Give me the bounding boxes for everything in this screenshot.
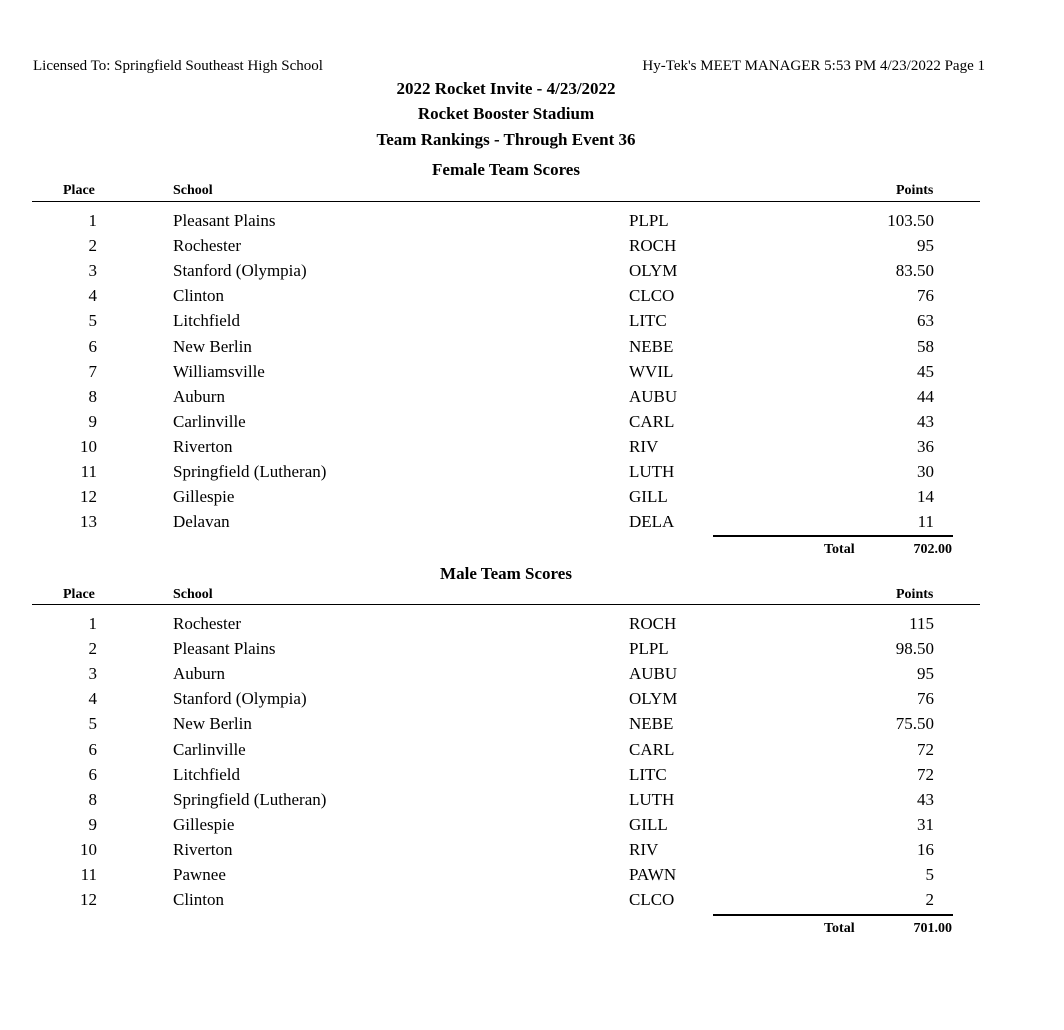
school-cell: Rochester: [173, 236, 241, 256]
table-row: [0, 512, 1064, 537]
points-cell: 58: [917, 336, 934, 356]
table-row: [0, 412, 1064, 437]
team-code-cell: ROCH: [629, 236, 677, 256]
place-cell: 3: [88, 261, 97, 281]
team-code-cell: PAWN: [629, 865, 677, 884]
points-cell: 31: [917, 814, 934, 834]
team-code-cell: AUBU: [629, 386, 678, 406]
school-cell: Gillespie: [173, 814, 235, 834]
table-row: [0, 614, 1064, 639]
school-cell: Clinton: [173, 890, 225, 910]
points-cell: 76: [917, 286, 934, 306]
team-code-cell: RIV: [629, 436, 659, 456]
school-cell: Springfield (Lutheran): [173, 789, 327, 809]
points-cell: 30: [917, 462, 934, 481]
points-cell: 103.50: [887, 211, 934, 230]
points-cell: 95: [917, 664, 934, 684]
points-cell: 43: [917, 789, 934, 809]
table-row: [0, 261, 1064, 286]
place-cell: 7: [88, 361, 97, 381]
school-cell: Gillespie: [173, 487, 235, 507]
team-code-cell: PLPL: [629, 211, 669, 230]
school-cell: Pleasant Plains: [173, 639, 276, 659]
school-cell: Litchfield: [173, 764, 241, 784]
school-cell: Pawnee: [173, 865, 226, 884]
table-row: [0, 790, 1064, 815]
table-row: [0, 890, 1064, 915]
school-cell: Stanford (Olympia): [173, 689, 307, 709]
female-header-rule: [32, 201, 980, 202]
points-cell: 95: [917, 236, 934, 256]
female-total-value: 702.00: [913, 542, 952, 557]
school-cell: Riverton: [173, 839, 233, 859]
points-cell: 36: [917, 436, 934, 456]
place-cell: 8: [88, 789, 97, 809]
team-code-cell: PLPL: [629, 639, 669, 659]
points-cell: 14: [917, 487, 934, 507]
place-cell: 9: [88, 411, 97, 431]
school-cell: Delavan: [173, 512, 230, 532]
points-cell: 98.50: [895, 639, 934, 659]
table-row: [0, 211, 1064, 236]
female-total-rule: [713, 535, 953, 537]
points-cell: 83.50: [895, 261, 934, 281]
team-code-cell: OLYM: [629, 261, 678, 281]
points-cell: 16: [917, 839, 934, 859]
team-code-cell: WVIL: [629, 361, 674, 381]
points-cell: 76: [917, 689, 934, 709]
school-cell: Carlinville: [173, 739, 246, 759]
points-cell: 72: [917, 764, 934, 784]
place-cell: 13: [80, 512, 97, 532]
licensed-to-text: Licensed To: Springfield Southeast High School: [33, 58, 323, 74]
place-cell: 1: [88, 614, 97, 633]
place-cell: 5: [88, 714, 97, 734]
table-row: [0, 462, 1064, 487]
male-school-header: School: [173, 587, 213, 602]
male-total-label: Total: [824, 921, 855, 936]
table-row: [0, 740, 1064, 765]
male-points-header: Points: [896, 587, 934, 602]
table-row: [0, 714, 1064, 739]
place-cell: 2: [88, 236, 97, 256]
school-cell: Rochester: [173, 614, 241, 633]
place-cell: 12: [80, 890, 97, 910]
place-cell: 6: [88, 739, 97, 759]
team-code-cell: CLCO: [629, 286, 675, 306]
female-points-header: Points: [896, 183, 934, 198]
table-row: [0, 840, 1064, 865]
team-code-cell: CARL: [629, 411, 675, 431]
table-row: [0, 387, 1064, 412]
school-cell: Pleasant Plains: [173, 211, 276, 230]
points-cell: 11: [917, 512, 934, 532]
male-section-title: Male Team Scores: [440, 564, 572, 583]
school-cell: Springfield (Lutheran): [173, 462, 327, 481]
place-cell: 6: [88, 764, 97, 784]
table-row: [0, 337, 1064, 362]
male-header-rule: [32, 604, 980, 605]
school-cell: Carlinville: [173, 411, 246, 431]
points-cell: 75.50: [895, 714, 934, 734]
school-cell: Litchfield: [173, 311, 241, 331]
place-cell: 9: [88, 814, 97, 834]
points-cell: 63: [917, 311, 934, 331]
points-cell: 115: [909, 614, 934, 633]
place-cell: 3: [88, 664, 97, 684]
male-total-rule: [713, 914, 953, 916]
table-row: [0, 639, 1064, 664]
points-cell: 5: [925, 865, 934, 884]
place-cell: 11: [80, 865, 97, 884]
team-code-cell: LITC: [629, 311, 667, 331]
table-row: [0, 437, 1064, 462]
female-school-header: School: [173, 183, 213, 198]
female-place-header: Place: [63, 183, 95, 198]
school-cell: Clinton: [173, 286, 225, 306]
male-total-value: 701.00: [913, 921, 952, 936]
table-row: [0, 286, 1064, 311]
place-cell: 1: [88, 211, 97, 230]
report-title: Team Rankings - Through Event 36: [376, 130, 636, 149]
place-cell: 6: [88, 336, 97, 356]
points-cell: 45: [917, 361, 934, 381]
team-code-cell: LUTH: [629, 462, 675, 481]
table-row: [0, 865, 1064, 890]
team-code-cell: CARL: [629, 739, 675, 759]
school-cell: Auburn: [173, 386, 225, 406]
table-row: [0, 689, 1064, 714]
school-cell: Auburn: [173, 664, 225, 684]
place-cell: 5: [88, 311, 97, 331]
meet-title: 2022 Rocket Invite - 4/23/2022: [396, 79, 616, 98]
team-code-cell: DELA: [629, 512, 675, 532]
points-cell: 43: [917, 411, 934, 431]
school-cell: New Berlin: [173, 714, 252, 734]
team-code-cell: NEBE: [629, 714, 674, 734]
place-cell: 12: [80, 487, 97, 507]
female-section-title: Female Team Scores: [432, 160, 580, 179]
software-info-text: Hy-Tek's MEET MANAGER 5:53 PM 4/23/2022 Page 1: [642, 58, 985, 74]
male-place-header: Place: [63, 587, 95, 602]
table-row: [0, 236, 1064, 261]
table-row: [0, 664, 1064, 689]
points-cell: 72: [917, 739, 934, 759]
team-code-cell: NEBE: [629, 336, 674, 356]
team-code-cell: CLCO: [629, 890, 675, 910]
place-cell: 4: [88, 689, 97, 709]
school-cell: Stanford (Olympia): [173, 261, 307, 281]
table-row: [0, 765, 1064, 790]
venue-title: Rocket Booster Stadium: [417, 104, 595, 123]
place-cell: 2: [88, 639, 97, 659]
place-cell: 8: [88, 386, 97, 406]
points-cell: 44: [917, 386, 934, 406]
school-cell: Williamsville: [173, 361, 265, 381]
place-cell: 10: [80, 839, 97, 859]
school-cell: Riverton: [173, 436, 233, 456]
place-cell: 11: [80, 462, 97, 481]
place-cell: 10: [80, 436, 97, 456]
table-row: [0, 311, 1064, 336]
team-code-cell: RIV: [629, 839, 659, 859]
points-cell: 2: [925, 890, 934, 910]
team-code-cell: LUTH: [629, 789, 675, 809]
table-row: [0, 362, 1064, 387]
team-code-cell: GILL: [629, 487, 668, 507]
team-code-cell: AUBU: [629, 664, 678, 684]
team-code-cell: LITC: [629, 764, 667, 784]
female-total-label: Total: [824, 542, 855, 557]
team-code-cell: OLYM: [629, 689, 678, 709]
place-cell: 4: [88, 286, 97, 306]
table-row: [0, 815, 1064, 840]
team-code-cell: ROCH: [629, 614, 677, 633]
team-code-cell: GILL: [629, 814, 668, 834]
school-cell: New Berlin: [173, 336, 252, 356]
table-row: [0, 487, 1064, 512]
